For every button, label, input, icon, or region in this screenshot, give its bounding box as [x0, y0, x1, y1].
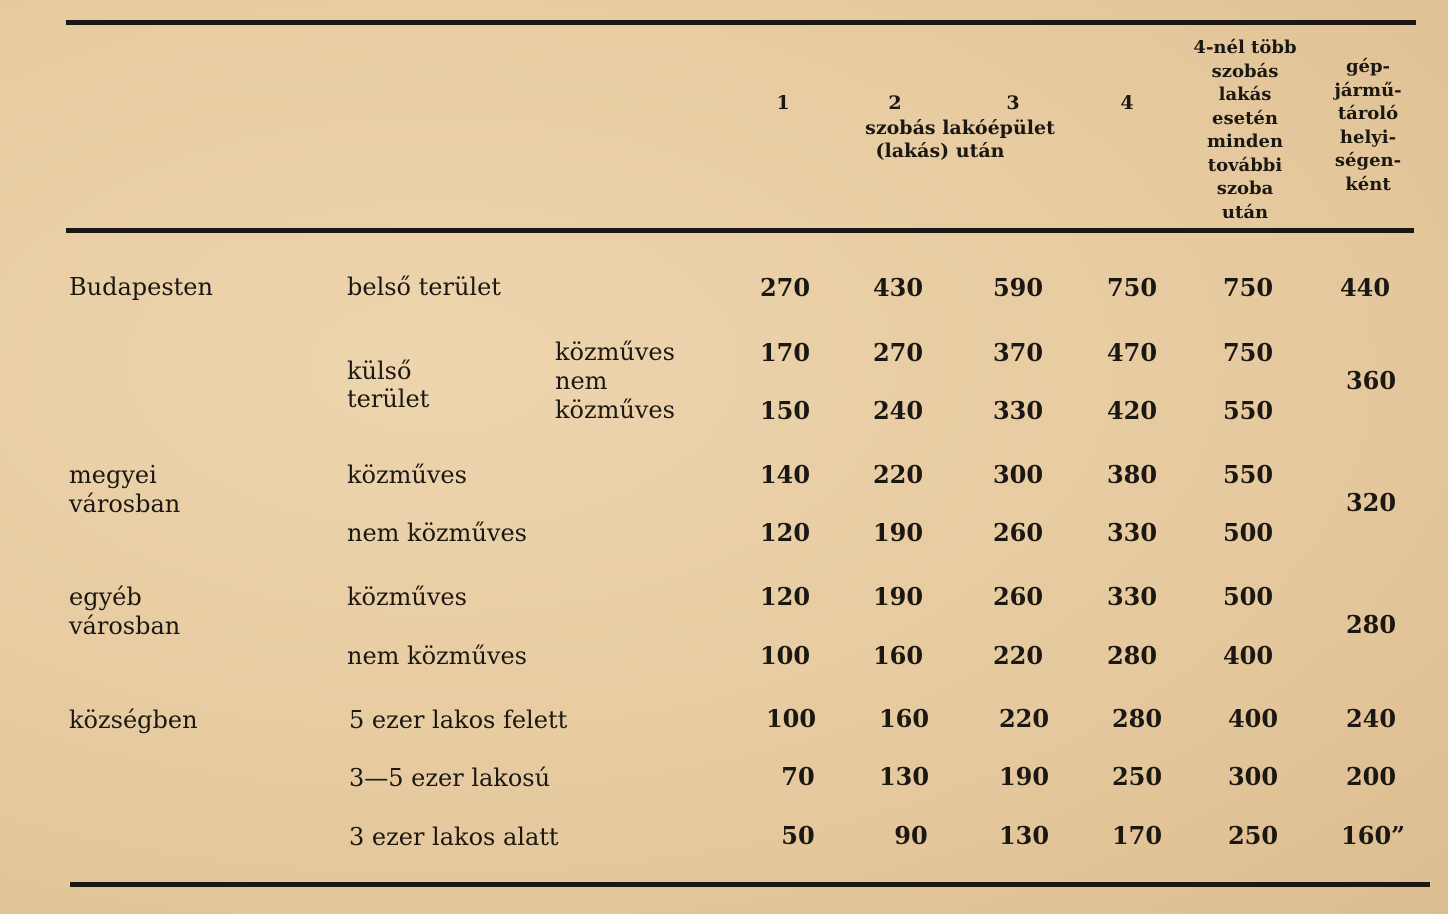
label-kulso-1: külső [347, 357, 412, 385]
label-kulso-nem-1: nem [555, 367, 608, 395]
label-kulso-nem-2: közműves [555, 396, 675, 424]
label-kozseg-3-5: 3—5 ezer lakosú [349, 764, 551, 792]
label-egyeb-nem-kozmuves: nem közműves [347, 642, 527, 670]
header-col-5: 4-nél több szobás lakás esetén minden további szoba után [1193, 37, 1297, 223]
header-rule [66, 228, 1414, 233]
label-egyeb-2: városban [69, 612, 181, 640]
header-col-3: 3 [1006, 92, 1020, 114]
label-kozseg: községben [69, 706, 198, 734]
label-megyei-nem-kozmuves: nem közműves [347, 519, 527, 547]
label-kulso-2: terület [347, 385, 430, 413]
label-egyeb-kozmuves: közműves [347, 583, 467, 611]
label-egyeb-1: egyéb [69, 583, 142, 611]
label-kozseg-5: 5 ezer lakos felett [349, 706, 568, 734]
header-col-1: 1 [776, 92, 790, 114]
kulso-garage-value: 360 [1345, 366, 1397, 395]
header-col-6: gép- jármű- tároló helyi- ségen- ként [1334, 56, 1402, 195]
header-span-line-1: szobás lakóépület [865, 117, 1055, 139]
megyei-garage-value: 320 [1345, 488, 1397, 517]
top-rule [66, 20, 1416, 25]
label-megyei-kozmuves: közműves [347, 461, 467, 489]
header-col-2: 2 [888, 92, 902, 114]
header-col-4: 4 [1120, 92, 1134, 114]
egyeb-garage-value: 280 [1345, 610, 1397, 639]
label-kulso-kozmuves: közműves [555, 338, 675, 366]
label-kozseg-3: 3 ezer lakos alatt [349, 823, 559, 851]
label-budapest: Budapesten [69, 273, 213, 301]
label-belso-terulet: belső terület [347, 273, 501, 301]
label-megyei-2: városban [69, 490, 181, 518]
header-span-line-2: (lakás) után [875, 140, 1005, 162]
bottom-rule [70, 882, 1430, 887]
label-megyei-1: megyei [69, 461, 157, 489]
